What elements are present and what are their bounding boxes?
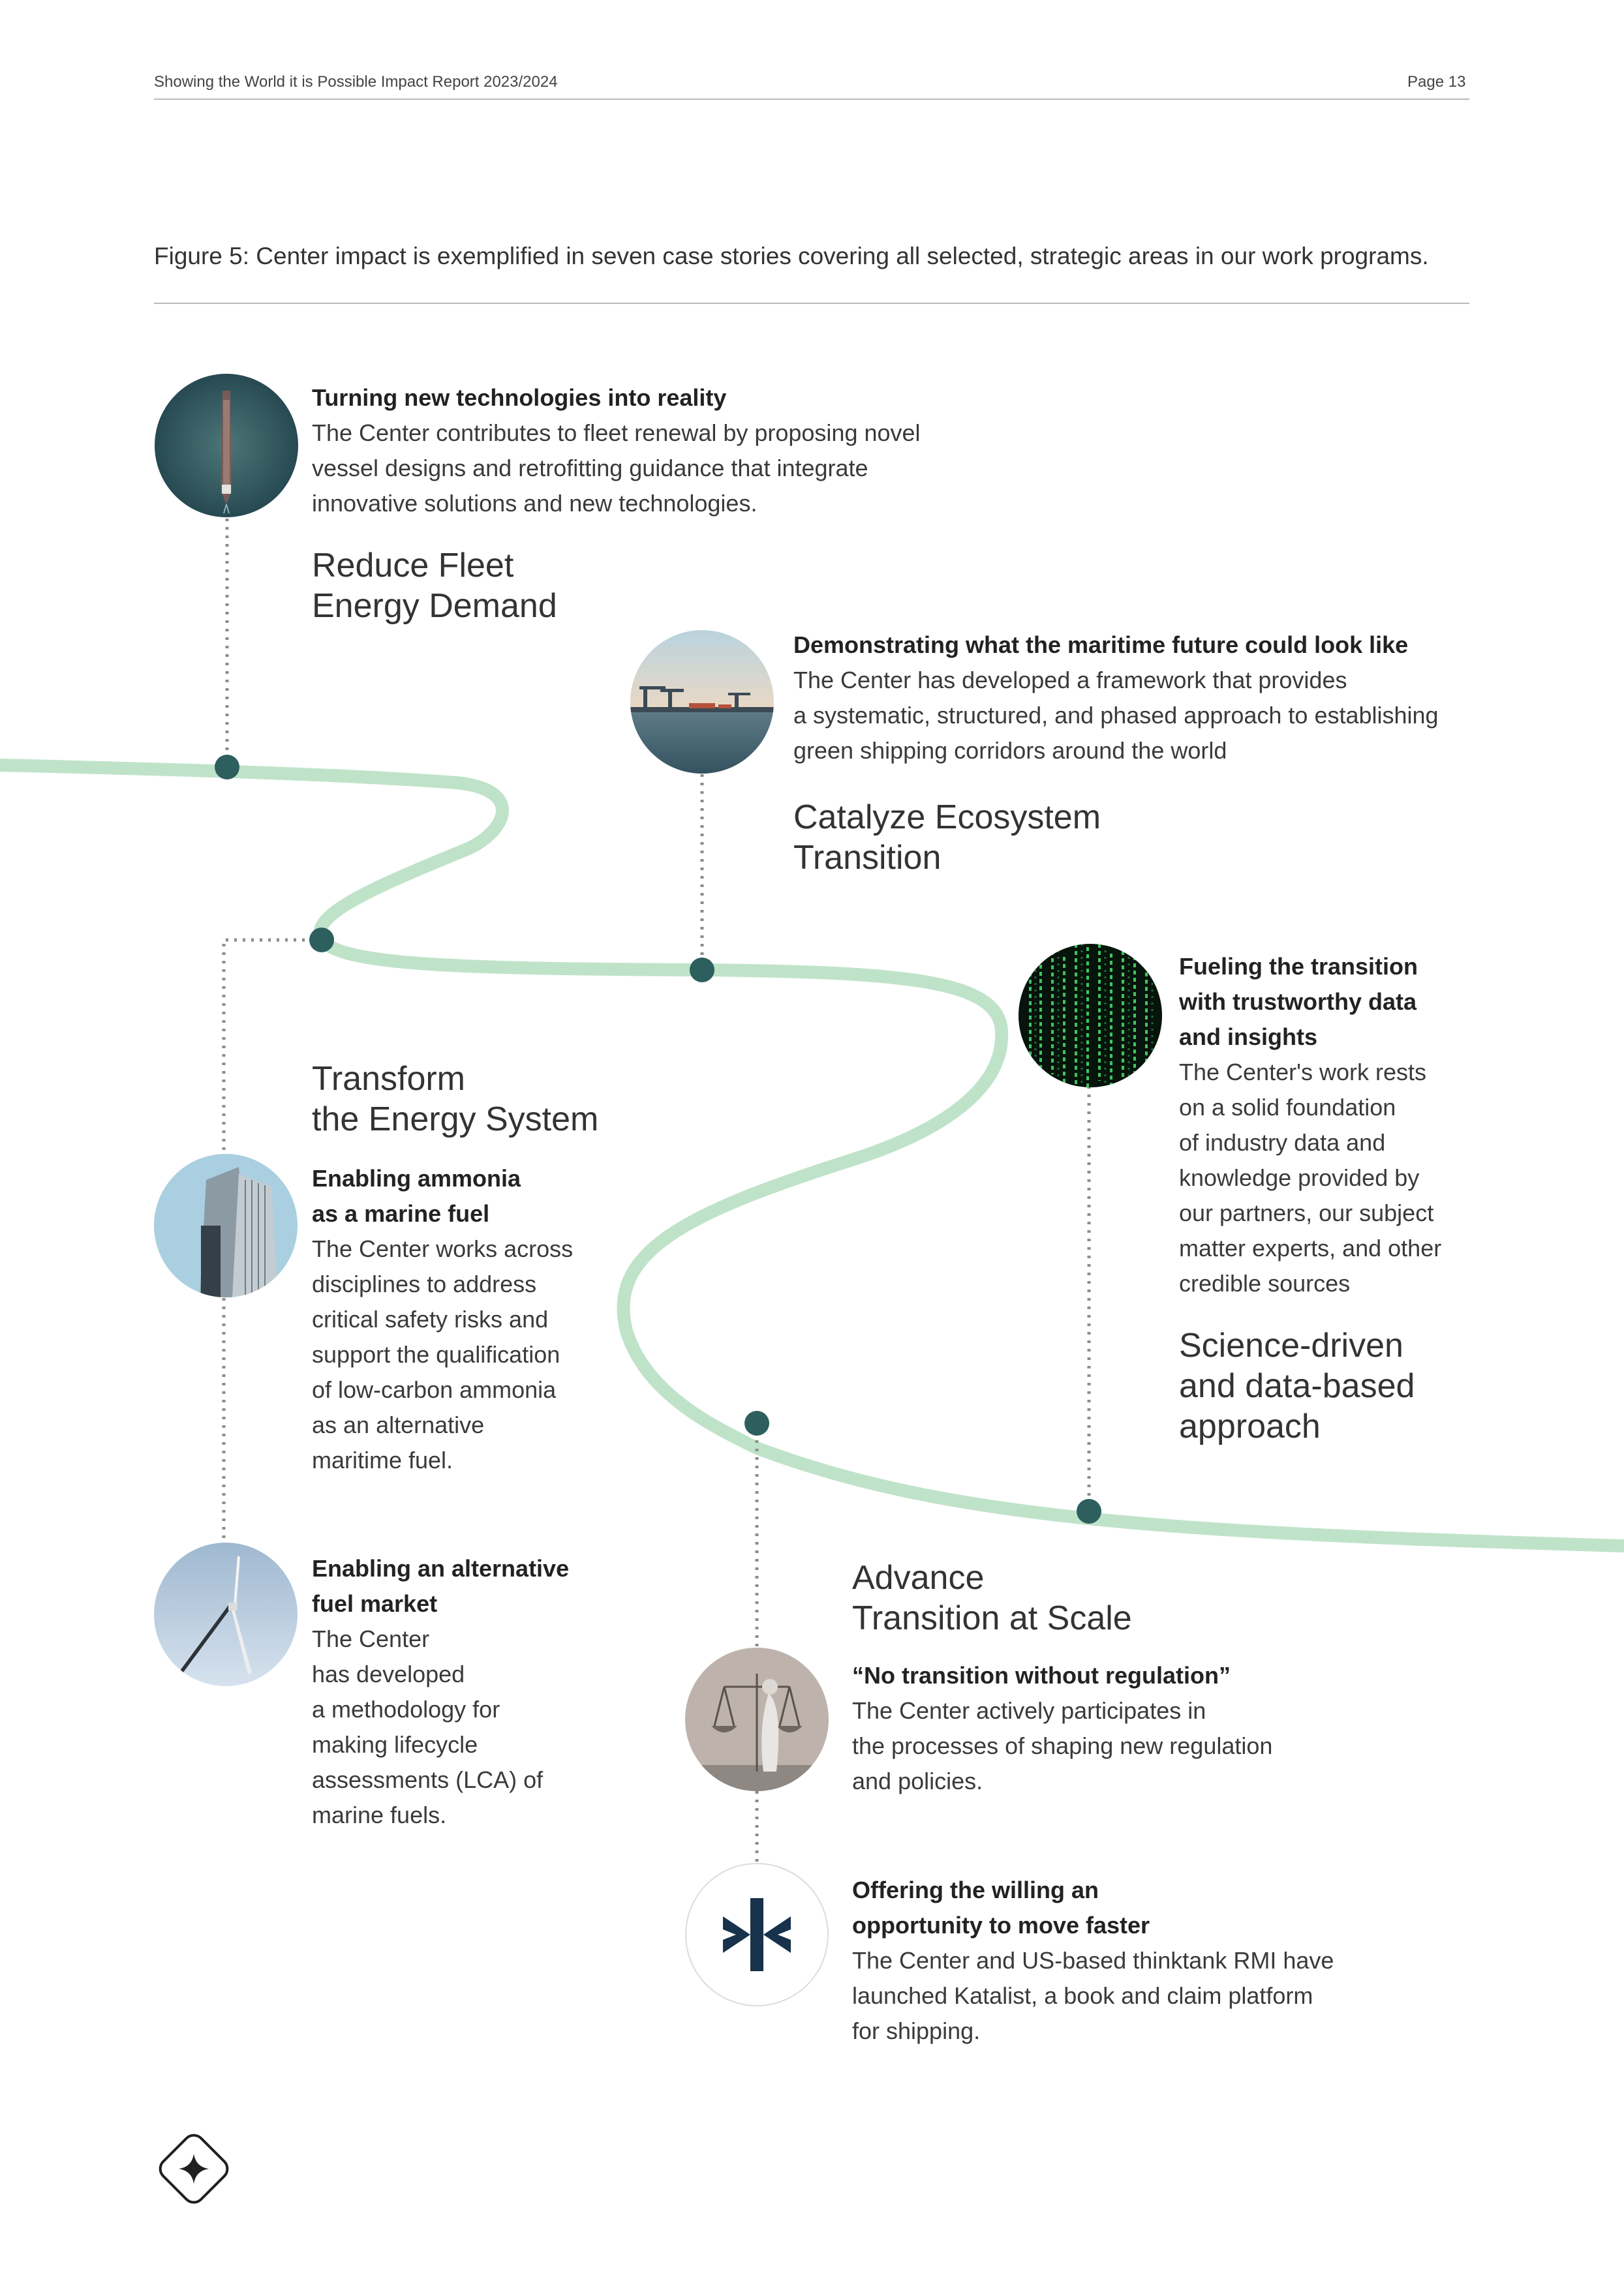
story-technologies [312,380,1004,521]
industrial-tank-photo [154,1154,298,1297]
theme-advance: Advance Transition at Scale [852,1559,1132,1637]
milestone-dot [690,958,714,982]
milestone-dot [215,755,239,779]
story-regulation [852,1658,1439,1799]
story-body: The Center works across disciplines to address critical safety risks and support the qualification of low-carbon ammonia as an alternative maritime fuel. [312,1235,574,1473]
report-title: Showing the World it is Possible Impact Report 2023/2024 [154,73,558,91]
story-ammonia [312,1161,599,1478]
story-body: The Center and US-based thinktank RMI have launched Katalist, a book and claim platform for shipping. [852,1947,1334,2044]
justice-statue-photo [685,1648,829,1791]
star-diamond-logo-icon [153,2128,235,2210]
story-body: The Center has developed a framework that provides a systematic, structured, and phased approach to establishing green shipping corridors around the world [793,667,1439,764]
story-body: The Center has developed a methodology for making lifecycle assessments (LCA) of marine fuels. [312,1625,544,1828]
connector-transform [224,940,322,1155]
data-stream-photo [1019,944,1162,1087]
theme-reduce-fleet: Reduce Fleet Energy Demand [312,547,557,625]
milestone-dot [744,1411,769,1436]
story-fuel-market [312,1551,599,1833]
story-title: Offering the willing an opportunity to move faster [852,1877,1150,1939]
page-number: Page 13 [1407,73,1466,91]
story-body: The Center contributes to fleet renewal by proposing novel vessel designs and retrofitting guidance that integrate innovative solutions and new technologies. [312,419,921,517]
story-title: “No transition without regulation” [852,1662,1231,1689]
story-body: The Center actively participates in the processes of shaping new regulation and policies. [852,1697,1273,1794]
milestone-dot [309,928,334,952]
milestone-dot [1077,1499,1101,1524]
wind-turbine-photo [154,1543,298,1686]
theme-science: Science-driven and data-based approach [1179,1327,1415,1445]
katalist-logo-icon [685,1863,829,2006]
story-title: Demonstrating what the maritime future could look like [793,631,1409,658]
figure-caption: Figure 5: Center impact is exemplified in seven case stories covering all selected, strategic areas in our work programs. [154,243,1429,269]
story-body: The Center's work rests on a solid foundation of industry data and knowledge provided by our partners, our subject matter experts, and other credible sources [1179,1059,1442,1297]
port-cranes-photo [630,630,774,774]
theme-transform: Transform the Energy System [312,1060,599,1138]
story-title: Fueling the transition with trustworthy data and insights [1179,953,1418,1050]
story-title: Enabling ammonia as a marine fuel [312,1165,521,1227]
story-katalist [852,1873,1439,2049]
story-title: Enabling an alternative fuel market [312,1555,570,1617]
story-data [1179,949,1479,1301]
story-title: Turning new technologies into reality [312,384,727,411]
ship-aerial-photo [155,374,298,517]
story-maritime-future [793,627,1472,768]
theme-catalyze: Catalyze Ecosystem Transition [793,798,1101,877]
